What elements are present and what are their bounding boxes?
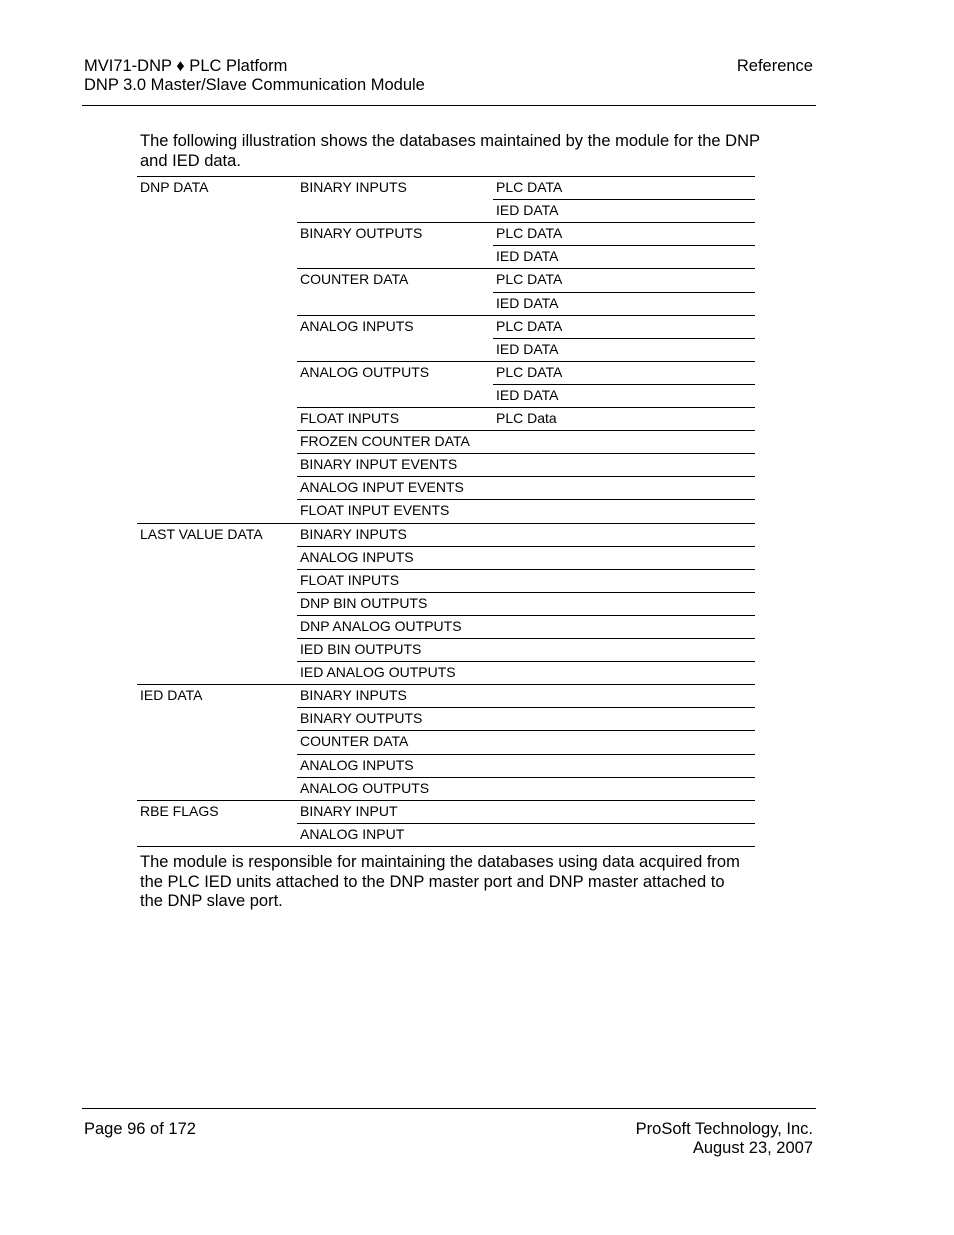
subgroup-label: FROZEN COUNTER DATA — [300, 433, 470, 450]
subgroup-divider — [297, 361, 755, 362]
subgroup-label: COUNTER DATA — [300, 733, 409, 750]
leaf-label: IED DATA — [496, 202, 559, 219]
leaf-label: IED DATA — [496, 294, 559, 311]
subgroup-divider — [297, 222, 755, 223]
leaf-label: PLC DATA — [496, 363, 563, 380]
subgroup-divider — [297, 823, 755, 824]
subgroup-divider — [297, 707, 755, 708]
leaf-divider — [493, 245, 755, 246]
footer-company: ProSoft Technology, Inc. — [635, 1120, 813, 1138]
group-divider — [137, 800, 755, 801]
leaf-label: IED DATA — [496, 386, 559, 403]
header-rule — [82, 105, 816, 106]
subgroup-divider — [297, 777, 755, 778]
group-label: IED DATA — [140, 687, 203, 704]
subgroup-divider — [297, 592, 755, 593]
group-label: RBE FLAGS — [140, 802, 219, 819]
subgroup-label: FLOAT INPUT EVENTS — [300, 502, 450, 519]
subgroup-label: DNP BIN OUTPUTS — [300, 594, 428, 611]
subgroup-label: FLOAT INPUTS — [300, 410, 400, 426]
subgroup-divider — [297, 754, 755, 755]
subgroup-label: BINARY INPUTS — [300, 179, 407, 195]
group-label: DNP DATA — [140, 179, 209, 195]
leaf-label: PLC DATA — [496, 317, 563, 334]
subgroup-label: BINARY INPUT — [300, 802, 398, 819]
subgroup-label: FLOAT INPUTS — [300, 571, 400, 588]
header-title-line1: MVI71-DNP ♦ PLC Platform — [84, 57, 288, 75]
subgroup-divider — [297, 615, 755, 616]
leaf-label: IED DATA — [496, 340, 559, 357]
header-section: Reference — [736, 57, 813, 75]
subgroup-divider — [297, 476, 755, 477]
subgroup-label: COUNTER DATA — [300, 271, 409, 288]
leaf-divider — [493, 292, 755, 293]
footer-page-number: Page 96 of 172 — [84, 1120, 196, 1138]
subgroup-label: IED ANALOG OUTPUTS — [300, 664, 456, 681]
group-divider — [137, 684, 755, 685]
leaf-label: PLC DATA — [496, 225, 563, 242]
database-tree-table — [137, 176, 755, 848]
table-bottom-rule — [137, 846, 755, 847]
subgroup-label: DNP ANALOG OUTPUTS — [300, 617, 462, 634]
subgroup-label: ANALOG INPUT — [300, 825, 405, 842]
leaf-label: PLC Data — [496, 410, 557, 426]
group-divider — [137, 176, 755, 177]
leaf-label: PLC DATA — [496, 271, 563, 288]
subgroup-label: ANALOG OUTPUTS — [300, 779, 430, 796]
subgroup-divider — [297, 430, 755, 431]
leaf-label: PLC DATA — [496, 179, 563, 195]
closing-paragraph: The module is responsible for maintaining the databases using data acquired from the PLC IED units attached to the DNP master port and DNP master attached to the DNP slave port. — [140, 853, 740, 910]
leaf-label: IED DATA — [496, 248, 559, 265]
subgroup-divider — [297, 453, 755, 454]
header-title-line2: DNP 3.0 Master/Slave Communication Module — [84, 76, 425, 94]
footer-rule — [82, 1108, 816, 1109]
subgroup-divider — [297, 730, 755, 731]
subgroup-label: ANALOG OUTPUTS — [300, 363, 430, 380]
subgroup-label: BINARY INPUTS — [300, 525, 407, 542]
subgroup-divider — [297, 569, 755, 570]
subgroup-label: ANALOG INPUT EVENTS — [300, 479, 464, 496]
leaf-divider — [493, 199, 755, 200]
subgroup-label: BINARY INPUTS — [300, 687, 407, 704]
footer-date: August 23, 2007 — [692, 1139, 813, 1157]
subgroup-divider — [297, 268, 755, 269]
leaf-divider — [493, 338, 755, 339]
subgroup-divider — [297, 638, 755, 639]
subgroup-divider — [297, 407, 755, 408]
leaf-divider — [493, 384, 755, 385]
subgroup-label: ANALOG INPUTS — [300, 756, 414, 773]
subgroup-label: BINARY INPUT EVENTS — [300, 456, 458, 473]
subgroup-label: ANALOG INPUTS — [300, 548, 414, 565]
subgroup-label: BINARY OUTPUTS — [300, 710, 423, 727]
subgroup-divider — [297, 546, 755, 547]
group-divider — [137, 523, 755, 524]
subgroup-label: ANALOG INPUTS — [300, 317, 414, 334]
subgroup-label: BINARY OUTPUTS — [300, 225, 423, 242]
subgroup-label: IED BIN OUTPUTS — [300, 641, 422, 657]
subgroup-divider — [297, 499, 755, 500]
intro-paragraph: The following illustration shows the databases maintained by the module for the DNP and IED data. — [140, 132, 760, 170]
group-label: LAST VALUE DATA — [140, 525, 263, 542]
subgroup-divider — [297, 661, 755, 662]
subgroup-divider — [297, 315, 755, 316]
